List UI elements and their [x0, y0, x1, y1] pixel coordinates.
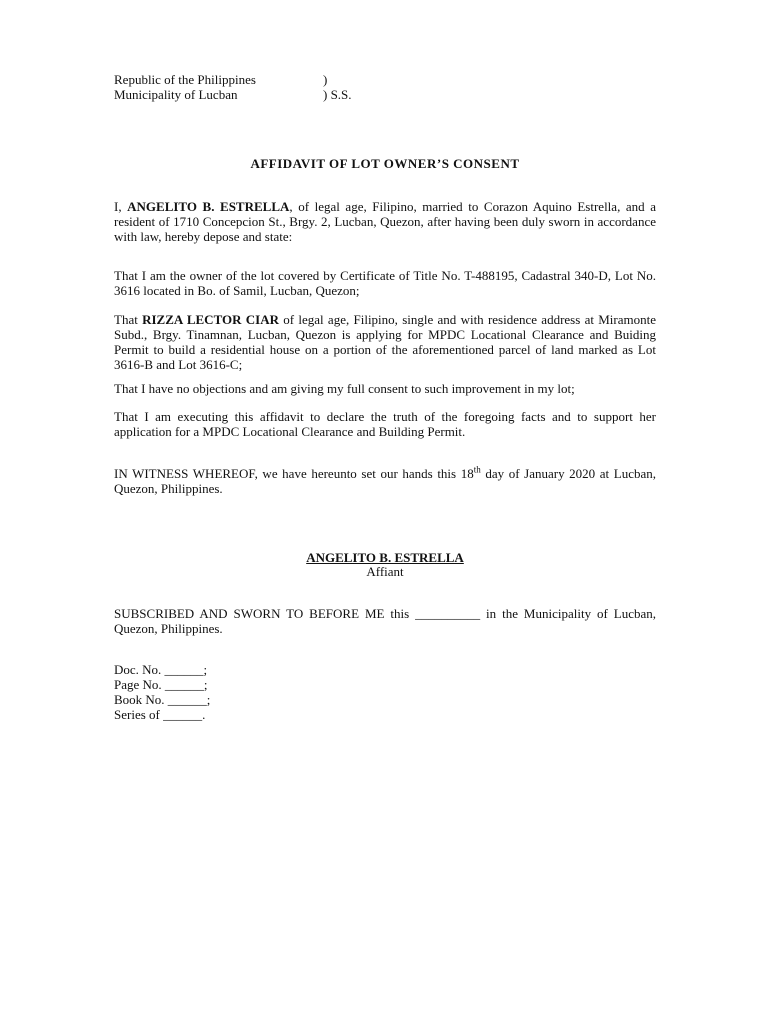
page-number-line: Page No. ______; — [114, 677, 208, 692]
document-title: AFFIDAVIT OF LOT OWNER’S CONSENT — [250, 156, 520, 171]
witness-before: IN WITNESS WHEREOF, we have hereunto set our hands this 18 — [114, 466, 474, 481]
witness-after: day of January 2020 at Lucban, Quezon, Philippines. — [114, 466, 656, 496]
applicant-prefix: That — [114, 312, 143, 327]
affiant-signature-name: ANGELITO B. ESTRELLA — [306, 550, 464, 565]
caption-republic: Republic of the Philippines — [114, 72, 256, 87]
caption-row-republic — [114, 72, 328, 87]
intro-paragraph — [114, 199, 656, 244]
jurat-paragraph: SUBSCRIBED AND SWORN TO BEFORE ME this __________ in the Municipality of Lucban, Quezon, Philippines. — [114, 606, 656, 636]
caption-row-municipality — [114, 87, 352, 102]
doc-number-line: Doc. No. ______; — [114, 662, 208, 677]
paragraph-consent: That I have no objections and am giving my full consent to such improvement in my lot; — [114, 381, 575, 396]
paragraph-applicant — [114, 312, 656, 372]
caption-bracket: ) — [323, 72, 328, 87]
series-line: Series of ______. — [114, 707, 206, 722]
venue-caption — [114, 72, 352, 102]
intro-prefix: I, — [114, 199, 128, 214]
intro-text: , of legal age, Filipino, married to Corazon Aquino Estrella, and a resident of 1710 Concepcion St., Brgy. 2, Lucban, Quezon, after having been duly sworn in accordance with law, hereby depose and state: — [114, 199, 656, 244]
caption-municipality: Municipality of Lucban — [114, 87, 238, 102]
book-number-line: Book No. ______; — [114, 692, 211, 707]
witness-paragraph — [114, 466, 656, 496]
witness-day-suffix: th — [473, 464, 481, 475]
notarial-register — [114, 662, 210, 722]
applicant-name: RIZZA LECTOR CIAR — [142, 312, 280, 327]
paragraph-purpose: That I am executing this affidavit to declare the truth of the foregoing facts and to support her application for a MPDC Locational Clearance and Building Permit. — [114, 409, 656, 439]
caption-ss: ) S.S. — [323, 87, 352, 102]
paragraph-ownership: That I am the owner of the lot covered by Certificate of Title No. T-488195, Cadastral 340-D, Lot No. 3616 located in Bo. of Samil, Lucban, Quezon; — [114, 268, 656, 298]
affiant-role: Affiant — [366, 564, 404, 579]
applicant-text: of legal age, Filipino, single and with residence address at Miramonte Subd., Brgy. Tinamnan, Lucban, Quezon is applying for MPDC Locational Clearance and Buiding Permit to build a residential house on a portion of the aforementioned parcel of land marked as Lot 3616-B and Lot 3616-C; — [114, 312, 656, 372]
affiant-name-inline: ANGELITO B. ESTRELLA — [127, 199, 290, 214]
